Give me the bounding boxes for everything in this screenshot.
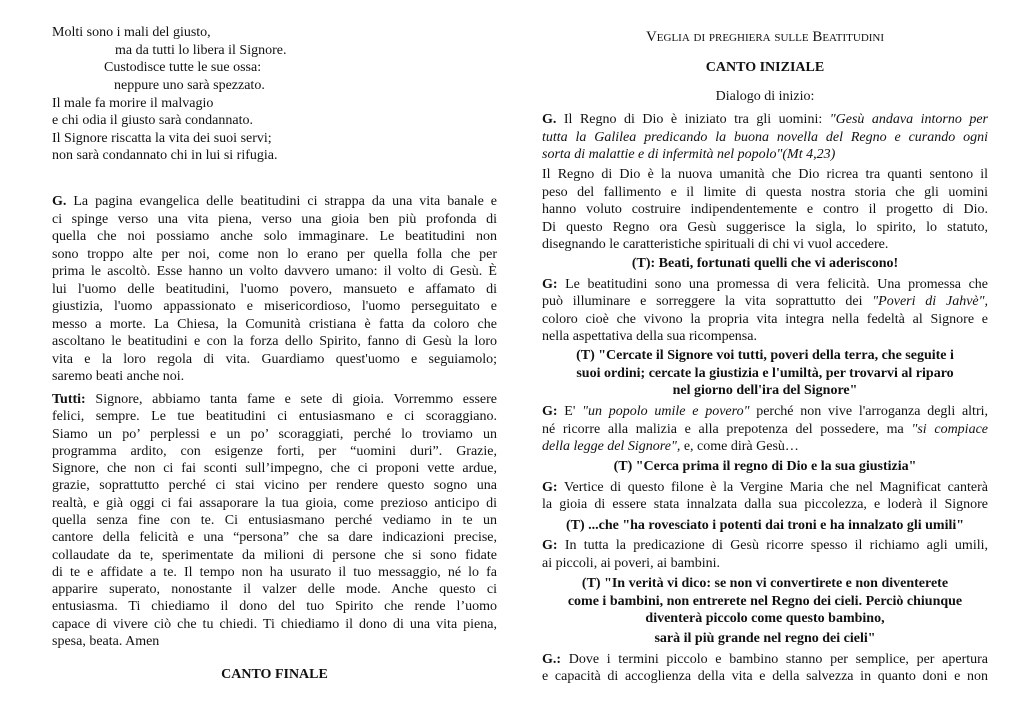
speaker-label: G. xyxy=(52,194,67,209)
text-segment: Signore, abbiamo tanta fame e sete di gioia. Vorremmo essere xyxy=(85,392,497,407)
text-segment: può illuminare e sorreggere la vita soprattutto dei xyxy=(542,294,873,309)
tutti-prayer-line xyxy=(52,443,497,461)
tutti-prayer-line xyxy=(52,616,497,634)
guide-paragraph-line xyxy=(52,211,497,229)
text-segment: tutta la Galilea predicando la buona novella del Regno e curando ogni xyxy=(542,130,988,145)
guide-paragraph-line xyxy=(542,146,988,164)
text-segment: "si compiace xyxy=(911,422,988,437)
body-paragraph-line xyxy=(542,166,988,184)
text-segment: Il Regno di Dio è la nuova umanità che Dio ricrea tra quanti sentono il xyxy=(542,167,988,182)
text-segment: quella che noi possiamo anche solo immaginare. Le beatitudini non xyxy=(52,229,497,244)
tutti-prayer-line xyxy=(52,391,497,409)
speaker-label: G: xyxy=(542,277,558,292)
text-segment: (T): Beati, fortunati quelli che vi aderiscono! xyxy=(631,256,899,271)
guide-paragraph-line xyxy=(542,421,988,439)
text-segment: (T) "Cercate il Signore voi tutti, poveri della terra, che seguite i xyxy=(576,348,954,363)
text-segment: Le beatitudini sono una promessa di vera felicità. Una promessa che xyxy=(557,277,988,292)
canto-iniziale-heading-line xyxy=(542,59,988,77)
text-segment: sono troppo alte per noi, come non lo erano per quella folla che per xyxy=(52,246,497,262)
tutti-prayer-line xyxy=(52,564,497,582)
response-line-line xyxy=(542,610,988,628)
page-title-line xyxy=(542,28,988,46)
text-segment: Dialogo di inizio: xyxy=(715,89,815,104)
text-segment: (T) "In verità vi dico: se non vi convertirete e non diventerete xyxy=(581,576,949,591)
text-segment: (T) ...che "ha rovesciato i potenti dai troni e ha innalzato gli umili" xyxy=(565,518,965,533)
text-segment: neppure uno sarà spezzato. xyxy=(114,78,265,93)
text-segment: e capacità di accoglienza della vita e della salvezza in quanto doni e non xyxy=(542,669,988,684)
text-segment: perché non vive l'arroganza degli altri, xyxy=(749,404,988,419)
guide-paragraph-line xyxy=(542,129,988,147)
guide-paragraph-line xyxy=(542,651,988,669)
tutti-prayer-line xyxy=(52,477,497,495)
text-segment: "un popolo umile e povero" xyxy=(582,404,750,419)
guide-paragraph-line xyxy=(542,293,988,311)
psalm-verse-line xyxy=(104,59,497,77)
text-segment: hanno voluto costruire indipendentemente e contro il progetto di Dio. xyxy=(542,202,988,217)
guide-paragraph-line xyxy=(52,263,497,281)
text-segment: Il Regno di Dio è iniziato tra gli uomini: xyxy=(556,112,830,127)
text-segment: (T) "Cerca prima il regno di Dio e la sua giustizia" xyxy=(613,459,917,474)
tutti-prayer-line xyxy=(52,495,497,513)
text-segment: come i bambini, non entrerete nel Regno dei cieli. Perciò chiunque xyxy=(567,594,963,609)
canto-finale-heading-line xyxy=(52,666,497,684)
response-line-line xyxy=(542,593,988,611)
text-segment: e, come dirà Gesù… xyxy=(680,439,799,454)
text-segment: prima le ascoltò. Esse hanno un volto davvero umano: il volto di Gesù. È xyxy=(52,264,497,279)
guide-paragraph-line xyxy=(542,555,988,573)
guide-paragraph-line xyxy=(542,111,988,129)
text-segment: "Gesù andava intorno per xyxy=(829,112,988,127)
text-segment: cantore della felicità e una “persona” che sa dare indicazioni precise, xyxy=(52,530,497,546)
text-segment: Il male fa morire il malvagio xyxy=(52,96,214,111)
text-segment: grazie, soprattutto perché ci stai vicino per rendere questo sogno una xyxy=(52,478,497,494)
psalm-verse-line xyxy=(115,42,497,60)
tutti-prayer-line xyxy=(52,426,497,444)
guide-paragraph-line xyxy=(52,368,497,386)
text-segment: realtà, e già oggi ci fai assaporare la tua gioia, come prezioso anticipo di xyxy=(52,495,497,511)
response-line-line xyxy=(542,382,988,400)
text-segment: ascoltano le beatitudini e con la forza dello Spirito, fanno di Gesù la loro xyxy=(52,334,497,349)
psalm-verse-line xyxy=(52,147,497,165)
psalm-verse-line xyxy=(52,112,497,130)
body-paragraph-line xyxy=(542,201,988,219)
tutti-prayer-line xyxy=(52,460,497,478)
text-segment: Dove i termini piccolo e bambino stanno per semplice, per apertura xyxy=(561,652,988,667)
dialogo-subtitle-line xyxy=(542,88,988,106)
text-segment: Veglia di preghiera sulle Beatitudini xyxy=(645,29,885,45)
guide-paragraph-line xyxy=(542,438,988,456)
text-segment: della legge del Signore", xyxy=(542,439,681,454)
body-paragraph-line xyxy=(542,219,988,237)
response-line-line xyxy=(542,630,988,648)
text-segment: In tutta la predicazione di Gesù ricorre spesso il richiamo agli umili, xyxy=(557,538,988,553)
response-line-line xyxy=(542,517,988,535)
text-segment: la gioia di essere stata innalzata dalla sua piccolezza, e loderà il Signore xyxy=(542,497,988,512)
guide-paragraph-line xyxy=(52,333,497,351)
text-segment: e chi odia il giusto sarà condannato. xyxy=(52,113,253,128)
text-segment: CANTO FINALE xyxy=(221,667,328,682)
text-segment: saremo beati anche noi. xyxy=(52,369,185,384)
response-line-line xyxy=(542,255,988,273)
text-segment: Il Signore riscatta la vita dei suoi servi; xyxy=(52,131,272,146)
text-segment: coloro cioè che vivono la propria vita integra nella fedeltà al Signore e xyxy=(542,312,988,327)
tutti-prayer-line xyxy=(52,547,497,565)
text-segment: "Poveri di Jahvè", xyxy=(872,294,988,309)
guide-paragraph-line xyxy=(542,328,988,346)
text-segment: CANTO INIZIALE xyxy=(705,60,825,75)
guide-paragraph-line xyxy=(542,403,988,421)
psalm-verse-line xyxy=(52,24,497,42)
tutti-prayer-line xyxy=(52,408,497,426)
psalm-verse-line xyxy=(114,77,497,95)
guide-paragraph-line xyxy=(52,316,497,334)
text-segment: apparire superato, nonostante il valzer delle mode. Anche questo ci xyxy=(52,582,497,598)
guide-paragraph-line xyxy=(542,311,988,329)
text-segment: diventerà piccolo come questo bambino, xyxy=(645,611,885,626)
text-segment: di te e affidate a te. Il tempo non ha usurato il tuo messaggio, né lo fa xyxy=(52,564,497,580)
text-segment: Di questo Regno ora Gesù suggerisce la sigla, lo spirito, lo statuto, xyxy=(542,219,988,235)
response-line-line xyxy=(542,365,988,383)
text-segment: collaudate da te, sperimentate da milioni di persone che si sono fidate xyxy=(52,547,497,563)
body-paragraph-line xyxy=(542,236,988,254)
body-paragraph-line xyxy=(542,184,988,202)
text-segment: Molti sono i mali del giusto, xyxy=(52,25,211,40)
text-segment: ci spinge verso una vita piena, verso una gioia ben più profonda di xyxy=(52,211,497,227)
text-segment: messo a morte. La Chiesa, la Comunità cristiana è fatta da coloro che xyxy=(52,316,497,332)
speaker-label: G. xyxy=(542,112,557,127)
text-segment: sorta di malattie e di infermità nel popolo"(Mt 4,23) xyxy=(542,147,836,162)
text-segment: sarà il più grande nel regno dei cieli" xyxy=(654,631,876,646)
text-segment: felici, sempre. Le tue beatitudini ci entusiasmano e ci scoraggiano. xyxy=(52,409,497,425)
guide-paragraph-line xyxy=(542,479,988,497)
text-segment: né ricorre alla malizia e alla prepotenza del possedere, ma xyxy=(542,422,912,437)
speaker-label: G: xyxy=(542,480,558,495)
text-segment: Vertice di questo filone è la Vergine Maria che nel Magnificat canterà xyxy=(557,480,988,495)
guide-paragraph-line xyxy=(52,351,497,369)
guide-paragraph-line xyxy=(52,281,497,299)
text-segment: non sarà condannato chi in lui si rifugia. xyxy=(52,148,278,163)
text-segment: lui l'uomo delle beatitudini, l'uomo povero, mansueto e affamato di xyxy=(52,281,497,297)
text-segment: entusiasma. Ti chiediamo il dono del tuo Spirito che rende l’uomo xyxy=(52,599,497,615)
response-line-line xyxy=(542,458,988,476)
text-segment: La pagina evangelica delle beatitudini ci strappa da una vita banale e xyxy=(66,194,497,209)
text-segment: ma da tutti lo libera il Signore. xyxy=(115,43,287,58)
text-segment: nel giorno dell'ira del Signore" xyxy=(672,383,858,398)
guide-paragraph-line xyxy=(542,668,988,686)
speaker-label: Tutti: xyxy=(52,392,86,407)
text-segment: Siamo un po’ perplessi e un po’ scoraggiati, perché lo troviamo un xyxy=(52,426,497,442)
guide-paragraph-line xyxy=(542,496,988,514)
text-segment: disegnando le caratteristiche spirituali di chi vi vuol accedere. xyxy=(542,237,889,252)
text-segment: nella aspettativa della sua ricompensa. xyxy=(542,329,757,344)
speaker-label: G: xyxy=(542,404,558,419)
text-segment: E' xyxy=(557,404,583,419)
guide-paragraph-line xyxy=(542,537,988,555)
tutti-prayer-line xyxy=(52,512,497,530)
guide-paragraph-line xyxy=(52,246,497,264)
response-line-line xyxy=(542,575,988,593)
guide-paragraph-line xyxy=(542,276,988,294)
text-segment: suoi ordini; cercate la giustizia e l'umiltà, per trovarvi al riparo xyxy=(576,366,954,381)
tutti-prayer-line xyxy=(52,598,497,616)
tutti-prayer-line xyxy=(52,633,497,651)
psalm-verse-line xyxy=(52,95,497,113)
speaker-label: G.: xyxy=(542,652,562,667)
guide-paragraph-line xyxy=(52,193,497,211)
text-segment: Signore, che non ci fai sconti sull’impegno, che ci proponi vette ardue, xyxy=(52,461,497,477)
tutti-prayer-line xyxy=(52,529,497,547)
tutti-prayer-line xyxy=(52,581,497,599)
speaker-label: G: xyxy=(542,538,558,553)
text-segment: quella senza fine con te. Ci entusiasmano perché vediamo in te un xyxy=(52,513,497,529)
guide-paragraph-line xyxy=(52,298,497,316)
text-segment: programma ardito, con esigenze forti, per “uomini duri”. Grazie, xyxy=(52,443,497,459)
text-segment: giustizia, l'uomo appassionato e misericordioso, l'uomo perseguitato e xyxy=(52,299,497,314)
text-segment: Custodisce tutte le sue ossa: xyxy=(104,60,262,75)
text-segment: ai piccoli, ai poveri, ai bambini. xyxy=(542,556,721,571)
text-segment: vita e la loro regola di vita. Guardiamo quest'uomo e seguiamolo; xyxy=(52,351,497,367)
psalm-verse-line xyxy=(52,130,497,148)
text-segment: peso del fallimento e il limite di questa nostra storia che gli uomini xyxy=(542,184,988,200)
guide-paragraph-line xyxy=(52,228,497,246)
text-segment: capace di vivere ciò che tu chiedi. Ti chiediamo il dono di una vita piena, xyxy=(52,616,497,632)
response-line-line xyxy=(542,347,988,365)
text-segment: spesa, beata. Amen xyxy=(52,634,160,650)
